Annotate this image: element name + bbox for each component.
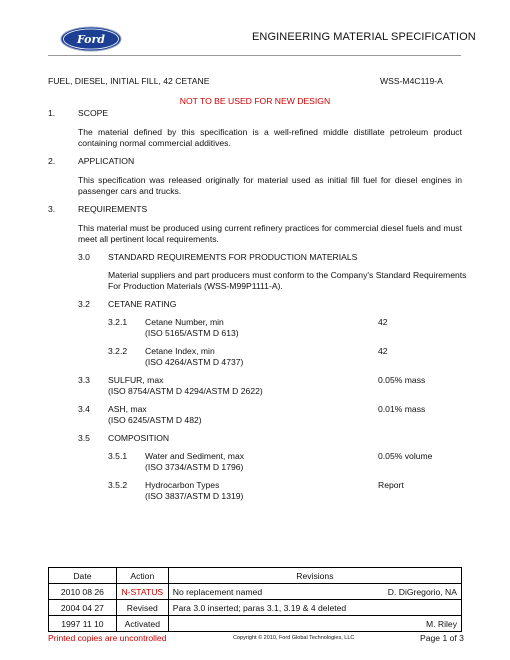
revisions-header-row [49,568,462,584]
section-3-number: 3. [48,204,56,214]
section-2-body: This specification was released originally for material used as initial fill fuel for diesel engines in passenger cars and trucks. [78,175,462,196]
section-3-0-body-line2: For Production Materials (WSS-M99P1111-A). [108,281,283,291]
spec-header-title: ENGINEERING MATERIAL SPECIFICATION [252,31,476,43]
table-row [49,616,462,632]
revision-author: D. DiGregorio, NA [360,584,462,600]
revision-action: Activated [116,616,168,632]
section-1-title: SCOPE [78,108,109,118]
revision-author [360,600,462,616]
section-3-4-number: 3.4 [78,404,90,414]
document-name: FUEL, DIESEL, INITIAL FILL, 42 CETANE [48,76,210,86]
section-3-5-2-label: Hydrocarbon Types [145,480,220,490]
section-2-number: 2. [48,156,56,166]
section-3-5-1-value: 0.05% volume [378,451,433,461]
section-3-2-2-number: 3.2.2 [108,346,128,356]
section-3-5-2-value: Report [378,480,404,490]
section-3-5-2-method: (ISO 3837/ASTM D 1319) [145,491,244,501]
section-3-5-2-number: 3.5.2 [108,480,128,490]
section-1-number: 1. [48,108,56,118]
table-row [49,600,462,616]
logo-text: Ford [76,33,106,46]
document-number: WSS-M4C119-A [380,76,443,86]
section-3-4-value: 0.01% mass [378,404,426,414]
revision-author: M. Riley [360,616,462,632]
revision-date: 2010 08 26 [49,584,117,600]
section-3-5-1-label: Water and Sediment, max [145,451,245,461]
section-3-0-body-line1: Material suppliers and part producers must conform to the Company's Standard Requirements [108,270,467,280]
revision-action: N-STATUS [116,584,168,600]
uncontrolled-copy-notice: Printed copies are uncontrolled [48,633,167,643]
revision-description: No replacement named [168,584,359,600]
header-revisions: Revisions [168,568,461,584]
design-warning: NOT TO BE USED FOR NEW DESIGN [179,96,331,106]
section-3-0-title: STANDARD REQUIREMENTS FOR PRODUCTION MATERIALS [108,252,358,262]
ford-logo [60,26,122,52]
header-action: Action [116,568,168,584]
section-3-5-title: COMPOSITION [108,433,170,443]
section-3-3-method: (ISO 8754/ASTM D 4294/ASTM D 2622) [108,386,263,396]
section-3-body: This material must be produced using current refinery practices for commercial diesel fuels and must meet all pertinent local requirements. [78,223,462,244]
header-date: Date [49,568,117,584]
revision-description: Para 3.0 inserted; paras 3.1, 3.19 & 4 deleted [168,600,359,616]
section-2-title: APPLICATION [78,156,135,166]
section-3-2-1-label: Cetane Number, min [145,317,224,327]
revision-date: 2004 04 27 [49,600,117,616]
section-3-3-label: SULFUR, max [108,375,164,385]
section-3-2-title: CETANE RATING [108,299,177,309]
header-divider [48,55,461,56]
section-3-3-value: 0.05% mass [378,375,426,385]
section-3-2-1-number: 3.2.1 [108,317,128,327]
section-3-5-number: 3.5 [78,433,90,443]
table-row [49,584,462,600]
copyright-notice: Copyright © 2010, Ford Global Technologies, LLC [233,635,355,641]
revision-description [168,616,359,632]
section-3-2-1-method: (ISO 5165/ASTM D 613) [145,328,239,338]
section-3-5-1-number: 3.5.1 [108,451,128,461]
section-1-body: The material defined by this specification is a well-refined middle distillate petroleum product containing normal commercial additives. [78,127,462,148]
revision-action: Revised [116,600,168,616]
section-3-5-1-method: (ISO 3734/ASTM D 1796) [145,462,244,472]
section-3-2-2-value: 42 [378,346,388,356]
section-3-0-number: 3.0 [78,252,90,262]
section-3-4-method: (ISO 6245/ASTM D 482) [108,415,202,425]
section-3-2-1-value: 42 [378,317,388,327]
section-3-2-number: 3.2 [78,299,90,309]
section-3-2-2-label: Cetane Index, min [145,346,215,356]
page-number: Page 1 of 3 [420,633,464,643]
revision-date: 1997 11 10 [49,616,117,632]
section-3-3-number: 3.3 [78,375,90,385]
section-3-title: REQUIREMENTS [78,204,148,214]
section-3-4-label: ASH, max [108,404,147,414]
revisions-table [48,567,462,632]
section-3-2-2-method: (ISO 4264/ASTM D 4737) [145,357,244,367]
